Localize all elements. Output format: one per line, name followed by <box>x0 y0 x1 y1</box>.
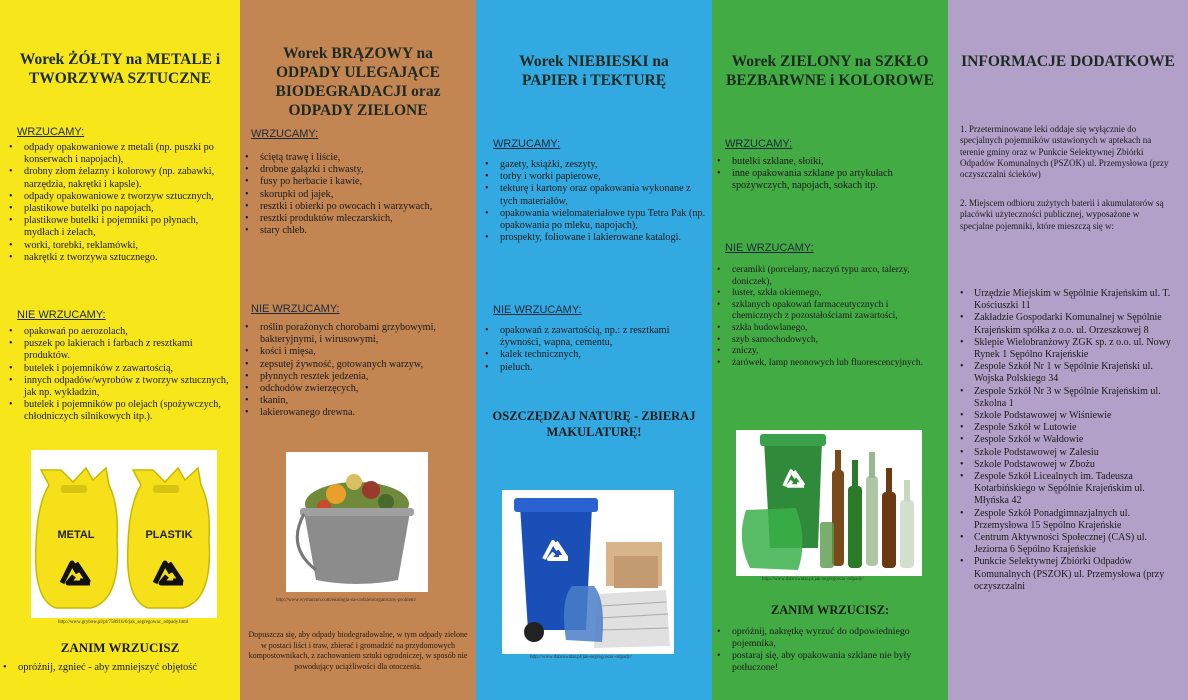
list-item: • Szkole Podstawowej w Wiśniewie <box>954 410 1182 422</box>
list-item: • kości i mięsa, <box>240 346 466 358</box>
glass-image <box>736 430 922 576</box>
blue-image-credit: http://www.dabrowatar.pl/jak-segregowac-odpady/ <box>530 655 632 660</box>
list-item: • postaraj się, aby opakowania szklane nie były potłuczone! <box>712 650 922 674</box>
blue-accept-list <box>480 159 706 244</box>
battery-collection-points <box>954 288 1182 593</box>
list-item: • Zespole Szkół w Lutowie <box>954 422 1182 434</box>
list-item: • Zespole Szkół Licealnych im. Tadeusza Kotarbińskiego w Sępólnie Krajeńskim ul. Młyńska 42 <box>954 471 1182 508</box>
yellow-bags-image <box>31 450 217 618</box>
list-item: • opróżnij, nakrętkę wyrzuć do odpowiedniego pojemnika, <box>712 626 922 650</box>
list-item: • pieluch. <box>480 362 706 374</box>
blue-bin-icon <box>502 490 674 654</box>
metal-bag-label: METAL <box>57 529 95 541</box>
list-item: • prospekty, foliowane i lakierowane katalogi. <box>480 232 706 244</box>
info-paragraph-2-text: Miejscem odbioru zużytych baterii i akumulatorów są placówki użyteczności publicznej, wyposażone w specjalne pojemniki, które mieszczą się w: <box>960 198 1164 231</box>
list-item: • Zespole Szkół Nr 1 w Sępólnie Krajeński ul. Wojska Polskiego 34 <box>954 361 1182 385</box>
list-item: • zepsutej żywność, gotowanych warzyw, <box>240 359 466 371</box>
yellow-image-credit: http://www.grybow.pl/pl/758916/0/jak_segregowac_odpady.html <box>58 620 189 625</box>
blue-accept-label: WRZUCAMY: <box>493 138 561 150</box>
brown-title: Worek BRĄZOWY na ODPADY ULEGAJĄCE BIODEGRADACJI oraz ODPADY ZIELONE <box>275 45 441 119</box>
list-item: • opróżnij, zgnieć - aby zmniejszyć objętość <box>0 662 238 674</box>
list-item: • tkanin, <box>240 395 466 407</box>
brown-accept-list <box>240 152 466 237</box>
info-title: INFORMACJE DODATKOWE <box>961 53 1175 70</box>
list-item: • stary chleb. <box>240 225 466 237</box>
list-item: • Zespole Szkół w Wałdowie <box>954 434 1182 446</box>
list-item: • lakierowanego drewna. <box>240 407 466 419</box>
yellow-before-list <box>0 662 238 674</box>
list-item: • opakowań z zawartością, np.: z resztkami żywności, wapna, cementu, <box>480 325 706 349</box>
list-item: • butelek i pojemników po olejach (spożywczych, chłodniczych silnikowych itp.). <box>4 399 230 423</box>
list-item: • Zespole Szkół Ponadgimnazjalnych ul. Przemysłowa 15 Sępólno Krajeńskie <box>954 508 1182 532</box>
plastic-bag-label: PLASTIK <box>145 529 193 541</box>
blue-slogan: OSZCZĘDZAJ NATURĘ - ZBIERAJ MAKULATURĘ! <box>492 409 696 439</box>
yellow-bag-column <box>0 0 240 700</box>
list-item: • kalek technicznych, <box>480 349 706 361</box>
list-item: • luster, szkła okiennego, <box>712 288 938 300</box>
list-item: • nakrętki z tworzywa sztucznego. <box>4 252 230 264</box>
list-item: • innych odpadów/wyrobów z tworzyw sztucznych, jak np. wykładzin, <box>4 375 230 399</box>
list-item: • Punkcie Selektywnej Zbiórki Odpadów Komunalnych (PSZOK) ul. Przemysłowa (przy oczyszczalni <box>954 556 1182 593</box>
brown-bag-column <box>240 0 476 700</box>
list-item: • Szkole Podstawowej w Zalesiu <box>954 447 1182 459</box>
list-item: • Sklepie Wielobranżowy ZGK sp. z o.o. ul. Nowy Rynek 1 Sępólno Krajeńskie <box>954 337 1182 361</box>
list-item: • szkła budowlanego, <box>712 323 938 335</box>
list-item: • zniczy, <box>712 346 938 358</box>
list-item: • plastikowe butelki po napojach, <box>4 203 230 215</box>
brown-reject-list <box>240 322 466 420</box>
green-before-title: ZANIM WRZUCISZ: <box>770 603 890 617</box>
paper-bin-image <box>502 490 674 654</box>
green-reject-label: NIE WRZUCAMY: <box>725 242 814 254</box>
green-before-list <box>712 626 922 674</box>
list-item: • torby i worki papierowe, <box>480 171 706 183</box>
info-paragraph-1-text: Przeterminowane leki oddaje się wyłącznie do specjalnych pojemników ustawionych w aptekach na terenie gminy oraz w Punkcie Selektywnej Zbiórki Odpadów Komunalnych (PSZOK) ul. Przemysłowa (przy oczyszczalni ścieków) <box>960 124 1169 180</box>
list-item: • Zakładzie Gospodarki Komunalnej w Sępólnie Krajeńskim spółka z o.o. ul. Orzeszkowej 8 <box>954 312 1182 336</box>
green-title: Worek ZIELONY na SZKŁO BEZBARWNE i KOLOROWE <box>726 53 934 89</box>
blue-bag-column <box>476 0 712 700</box>
list-item: • odpady opakowaniowe z tworzyw sztucznych, <box>4 191 230 203</box>
list-item: • butelek i pojemników z zawartością, <box>4 363 230 375</box>
blue-reject-list <box>480 325 706 374</box>
list-item: • roślin porażonych chorobami grzybowymi, bakteryjnymi, i wirusowymi, <box>240 322 466 346</box>
yellow-accept-list <box>4 142 230 264</box>
brown-reject-label: NIE WRZUCAMY: <box>251 303 340 315</box>
green-reject-list <box>712 265 938 369</box>
blue-reject-label: NIE WRZUCAMY: <box>493 304 582 316</box>
brown-image-credit: http://www.wymarzon.com/ekologia-na-codzien/organiczny-problem/ <box>276 598 417 603</box>
yellow-title: Worek ŻÓŁTY na METALE i TWORZYWA SZTUCZNE <box>19 51 221 87</box>
yellow-accept-label: WRZUCAMY: <box>17 126 85 138</box>
list-item: • inne opakowania szklane po artykułach spożywczych, napojach, sokach itp. <box>712 168 938 192</box>
list-item: • puszek po lakierach i farbach z resztkami produktów. <box>4 338 230 362</box>
green-image-credit: http://www.dabrowatar.pl/jak-segregowac-odpady/ <box>762 577 864 582</box>
list-item: • płynnych resztek jedzenia, <box>240 371 466 383</box>
list-item: • fusy po herbacie i kawie, <box>240 176 466 188</box>
green-accept-label: WRZUCAMY: <box>725 138 793 150</box>
list-item: • ceramiki (porcelany, naczyń typu arco, talerzy, doniczek), <box>712 265 938 288</box>
yellow-before-title: ZANIM WRZUCISZ <box>60 640 180 655</box>
list-item: • szyb samochodowych, <box>712 335 938 347</box>
list-item: • resztki i obierki po owocach i warzywach, <box>240 201 466 213</box>
brown-accept-label: WRZUCAMY: <box>251 128 319 140</box>
list-item: • tekturę i kartony oraz opakowania wykonane z tych materiałów, <box>480 183 706 207</box>
info-paragraph-1-number: 1. <box>960 124 967 134</box>
info-column <box>948 0 1188 700</box>
list-item: • worki, torebki, reklamówki, <box>4 240 230 252</box>
list-item: • resztki produktów mleczarskich, <box>240 213 466 225</box>
info-paragraph-2 <box>960 198 1174 232</box>
list-item: • Centrum Aktywności Społecznej (CAS) ul. Jeziorna 6 Sępólno Krajeńskie <box>954 532 1182 556</box>
blue-title: Worek NIEBIESKI na PAPIER i TEKTURĘ <box>519 53 669 89</box>
compost-bin-icon <box>286 452 428 592</box>
list-item: • drobny złom żelazny i kolorowy (np. zabawki, narzędzia, nakrętki i kapsle). <box>4 166 230 190</box>
info-paragraph-2-number: 2. <box>960 198 967 208</box>
brown-compost-note: Dopuszcza się, aby odpady biodegradowalne, w tym odpady zielone w postaci liści i traw, zbierać i gromadzić na przydomowych kompostownikach, z zachowaniem sztuki ogrodniczej, w sposób nie powodujący uciążliwości dla otoczenia. <box>248 630 468 671</box>
list-item: • odchodów zwierzęcych, <box>240 383 466 395</box>
list-item: • plastikowe butelki i pojemniki po płynach, mydłach i żelach, <box>4 215 230 239</box>
list-item: • Zespole Szkół Nr 3 w Sępólnie Krajeńskim ul. Szkolna 1 <box>954 386 1182 410</box>
list-item: • odpady opakowaniowe z metali (np. puszki po konserwach i napojach), <box>4 142 230 166</box>
list-item: • Urzędzie Miejskim w Sępólnie Krajeńskim ul. T. Kościuszki 11 <box>954 288 1182 312</box>
glass-bottles-icon <box>736 430 922 576</box>
list-item: • opakowań po aerozolach, <box>4 326 230 338</box>
yellow-reject-list <box>4 326 230 424</box>
list-item: • drobne gałązki i chwasty, <box>240 164 466 176</box>
yellow-reject-label: NIE WRZUCAMY: <box>17 309 106 321</box>
list-item: • szklanych opakowań farmaceutycznych i chemicznych z pozostałościami zawartości, <box>712 300 938 323</box>
list-item: • butelki szklane, słoiki, <box>712 156 938 168</box>
list-item: • żarówek, lamp neonowych lub fluorescencyjnych. <box>712 358 938 370</box>
info-paragraph-1 <box>960 124 1174 180</box>
list-item: • Szkole Podstawowej w Zbożu <box>954 459 1182 471</box>
list-item: • skorupki od jajek, <box>240 189 466 201</box>
green-accept-list <box>712 156 938 193</box>
green-bag-column <box>712 0 948 700</box>
list-item: • opakowania wielomateriałowe typu Tetra Pak (np. opakowania po mleku, napojach), <box>480 208 706 232</box>
list-item: • gazety, książki, zeszyty, <box>480 159 706 171</box>
list-item: • ściętą trawę i liście, <box>240 152 466 164</box>
compost-bin-image <box>286 452 428 592</box>
